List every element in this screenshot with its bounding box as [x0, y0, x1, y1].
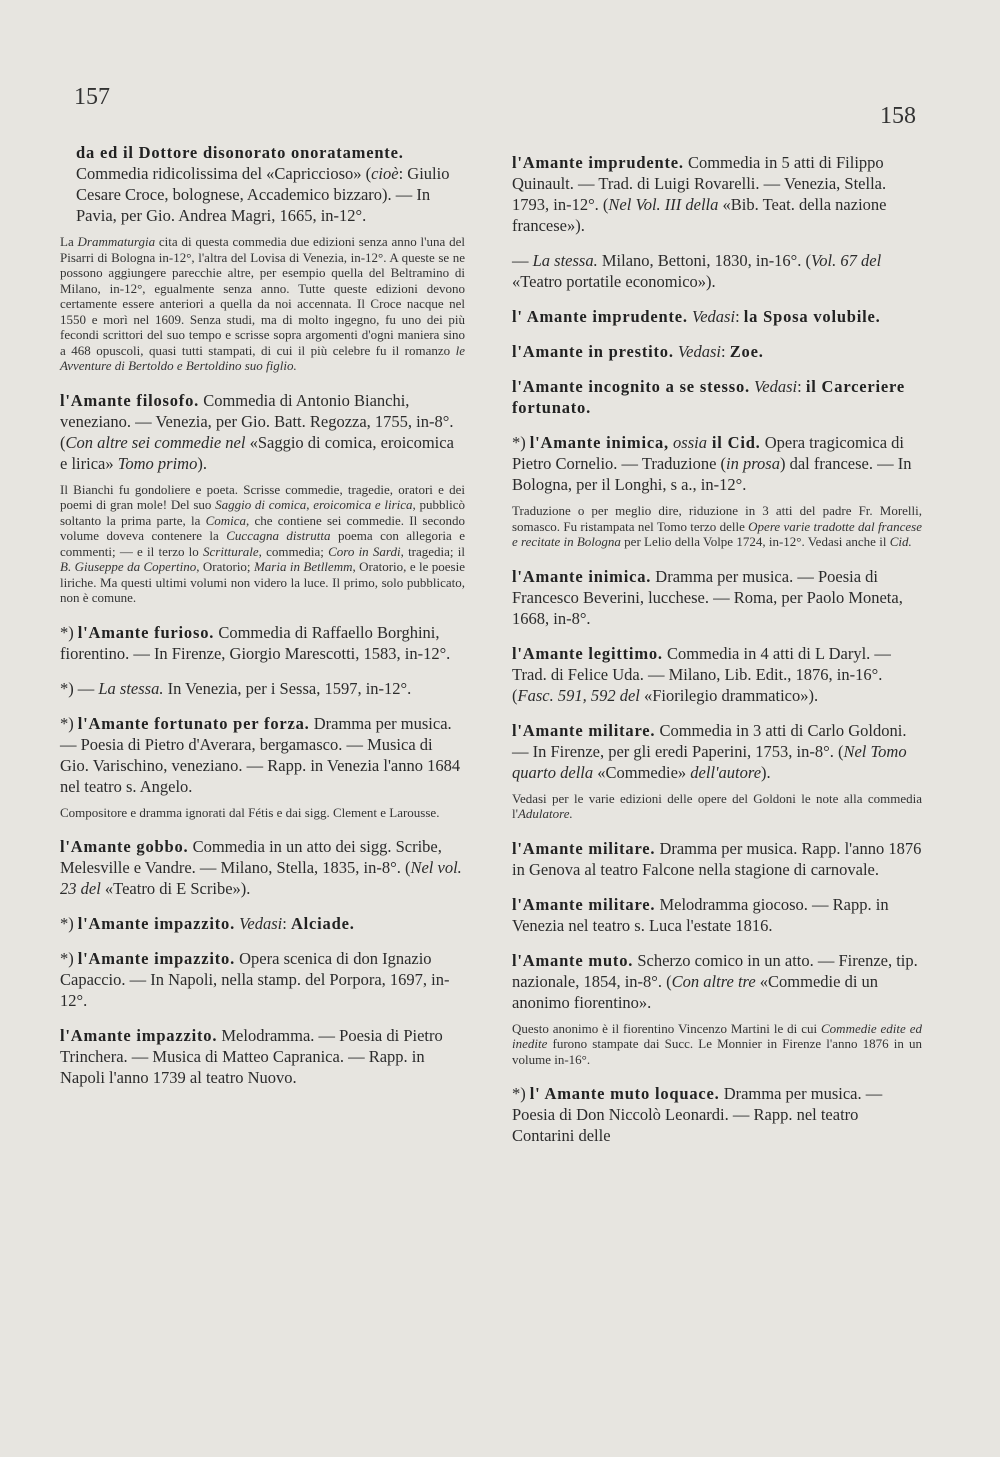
note-italic: Comica: [205, 512, 247, 528]
note-italic: Cid.: [889, 534, 912, 549]
note-italic: Commedie edite ed inedite: [512, 1020, 922, 1051]
entry-italic: La stessa.: [532, 251, 598, 270]
note-italic: Saggio di comica, eroicomica e lirica: [215, 497, 413, 512]
entry-italic: Tomo primo: [117, 453, 198, 473]
entry: [60, 1025, 465, 1088]
entry-italic: Vedasi: [687, 307, 736, 326]
entry-italic: Vol. 67 del: [811, 251, 882, 270]
note: [60, 805, 465, 821]
entry-headword: l'Amante gobbo.: [60, 837, 189, 856]
entry-text: Commedia in 5 atti di Filippo Quinault. — Trad. di Luigi Rovarelli. — Venezia, Stella. 1793, in-12°. (: [512, 153, 887, 214]
entry-text: ) dal francese. — In Bologna, per il Longhi, s a., in-12°.: [512, 454, 912, 494]
note-text: , che contiene sei commedie. Il secondo volume doveva contenere la: [60, 512, 466, 543]
asterisk-marker: *): [60, 914, 74, 933]
asterisk-marker: *): [60, 678, 74, 698]
entry-text: In Venezia, per i Sessa, 1597, in-12°.: [163, 678, 412, 698]
note: [60, 234, 465, 374]
note-text: Questo anonimo è il fiorentino Vincenzo Martini le di cui: [512, 1020, 822, 1036]
entry-headword: da ed il Dottore disonorato onoratamente.: [76, 143, 404, 162]
entry-text: : Giulio Cesare Croce, bolognese, Accademico bizzaro). — In Pavia, per Gio. Andrea Magri, 1665, in-12°.: [76, 164, 450, 225]
entry: [60, 390, 465, 474]
entry-text: Dramma per musica. Rapp. l'anno 1876 in Genova al teatro Falcone nella stagione di carnovale.: [512, 838, 922, 879]
entry-italic: in prosa: [726, 454, 780, 473]
entry-text: Commedia ridicolissima del «Capriccioso» (: [76, 164, 372, 183]
entry-italic: Vedasi: [749, 377, 798, 396]
entry-text: Commedia in un atto dei sigg. Scribe, Melesville e Vandre. — Milano, Stella, 1835, in-8°. (: [60, 837, 442, 877]
entry-headword: l' Amante muto loquace.: [529, 1084, 720, 1103]
entry: [60, 713, 465, 797]
note-italic: Cuccagna distrutta: [226, 528, 331, 543]
note-italic: Drammaturgia: [77, 234, 156, 249]
entry: [512, 894, 922, 936]
note: [60, 482, 465, 606]
entry-headword: l'Amante furioso.: [77, 622, 215, 642]
entry-text: «Commedie»: [593, 762, 691, 782]
entry-headword: l'Amante militare.: [512, 720, 656, 740]
entry: [60, 948, 465, 1011]
entry-italic: Nel Tomo quarto della: [512, 741, 907, 782]
entry: [60, 622, 465, 664]
entry-text: «Teatro di E Scribe»).: [100, 879, 251, 898]
entry-text: «Bib. Teat. della nazione francese»).: [512, 195, 887, 235]
entry-italic: cioè: [371, 164, 399, 183]
entry-text: Opera scenica di don Ignazio Capaccio. — In Napoli, nella stamp. del Porpora, 1697, in-12°.: [60, 949, 450, 1010]
entry-text: Milano, Bettoni, 1830, in-16°. (: [597, 251, 812, 270]
note-italic: Maria in Betllemm: [253, 559, 353, 574]
note: [512, 503, 922, 550]
entry-text: Dramma per musica. — Poesia di Pietro d'Averara, bergamasco. — Musica di Gio. Varischino, veneziano. — Rapp. in Venezia l'anno 1684 nel teatro s. Angelo.: [60, 713, 461, 796]
entry: [512, 376, 922, 418]
note-italic: Opere varie tradotte dal francese e recitate in Bologna: [512, 518, 922, 549]
entry-headword: l'Amante impazzito.: [77, 914, 236, 933]
entry-text: :: [282, 914, 291, 933]
entry-text: :: [735, 307, 744, 326]
entry-headword: l'Amante in prestito.: [512, 342, 674, 361]
entry: [512, 720, 922, 783]
entry-italic: Vedasi: [673, 342, 721, 361]
entry-headword: l'Amante militare.: [512, 838, 656, 858]
entry-text: Melodramma. — Poesia di Pietro Trinchera. — Musica di Matteo Capranica. — Rapp. in Napoli l'anno 1739 al teatro Nuovo.: [60, 1026, 443, 1087]
entry-headword: l'Amante filosofo.: [60, 390, 200, 410]
entry: [512, 838, 922, 880]
note-italic: le Avventure di Bertoldo e Bertoldino suo figlio.: [60, 342, 465, 373]
note-text: , Oratorio;: [196, 559, 254, 574]
cross-reference: Zoe.: [729, 342, 764, 361]
note-italic: Coro in Sardi: [328, 543, 401, 559]
entry-italic: Nel Vol. III della: [608, 195, 719, 214]
entry-text: ).: [197, 453, 207, 473]
entry-text: Opera tragicomica di Pietro Cornelio. — Traduzione (: [512, 433, 905, 473]
right-column: [512, 152, 922, 1160]
entry-text: Melodramma giocoso. — Rapp. in Venezia nel teatro s. Luca l'estate 1816.: [512, 894, 889, 935]
entry-italic: La stessa.: [98, 678, 164, 698]
page-number-left: 157: [74, 84, 110, 110]
entry-italic: Vedasi: [239, 914, 283, 933]
entry-italic: ossia: [668, 433, 707, 452]
asterisk-marker: *): [512, 1084, 526, 1103]
page-number-right: 158: [880, 103, 916, 129]
entry-headword: l'Amante incognito a se stesso.: [512, 377, 750, 396]
entry-headword: l'Amante militare.: [512, 894, 656, 914]
entry-text: «Teatro portatile economico»).: [512, 272, 716, 291]
entry-headword: l' Amante imprudente.: [512, 307, 688, 326]
entry-text: :: [797, 377, 806, 396]
entry: [60, 678, 465, 699]
note-text: , Oratorio, e le poesie liriche. Ma questi ultimi volumi non videro la luce. Il primo, solo pubblicato, non è comune.: [60, 559, 465, 605]
entry-text: Scherzo comico in un atto. — Firenze, tip. nazionale, 1854, in-8°. (: [512, 950, 918, 991]
note-text: , pubblicò soltanto la prima parte, la: [60, 497, 465, 528]
entry-headword: l'Amante inimica.: [512, 566, 652, 586]
entry-text: ).: [761, 762, 771, 782]
entry: [512, 341, 922, 362]
note-text: La: [60, 234, 78, 249]
entry-headword: il Cid.: [706, 433, 761, 452]
entry-text: Dramma per musica. — Poesia di Don Niccolò Leonardi. — Rapp. nel teatro Contarini delle: [512, 1084, 883, 1145]
note: [512, 1021, 922, 1068]
entry-text: Commedia di Antonio Bianchi, veneziano. — Venezia, per Gio. Batt. Regozza, 1755, in-8°. (: [60, 390, 454, 452]
entry: [512, 306, 922, 327]
entry: [60, 836, 465, 899]
entry: [512, 432, 922, 495]
note: [512, 791, 922, 822]
entry-headword: l'Amante inimica,: [529, 433, 669, 452]
entry-italic: Nel vol. 23 del: [60, 858, 462, 898]
entry-text: «Commedie di un anonimo fiorentino».: [512, 971, 879, 1012]
note-text: , commedia;: [258, 543, 329, 559]
entry-text: Commedia in 3 atti di Carlo Goldoni. — In Firenze, per gli eredi Paperini, 1753, in-8°. (: [512, 720, 907, 761]
entry-text: —: [512, 251, 533, 270]
entry-italic: Con altre sei commedie nel: [65, 432, 246, 452]
note-text: Traduzione o per meglio dire, riduzione in 3 atti del padre Fr. Morelli, somasco. Fu ristampata nel Tomo terzo delle: [512, 503, 922, 534]
entry-headword: l'Amante impazzito.: [60, 1026, 218, 1045]
cross-reference: Alciade.: [290, 914, 355, 933]
note-text: poema con allegoria e commenti; — e il terzo lo: [60, 528, 465, 559]
note-italic: Scritturale: [203, 543, 259, 559]
entry-headword: l'Amante muto.: [512, 950, 634, 970]
note-italic: B. Giuseppe da Copertino: [60, 559, 197, 574]
entry: [512, 250, 922, 292]
entry: [512, 566, 922, 629]
cross-reference: la Sposa volubile.: [743, 307, 881, 326]
entry-text: Commedia di Raffaello Borghini, fiorentino. — In Firenze, Giorgio Marescotti, 1583, in-12°.: [60, 622, 451, 663]
entry: [60, 913, 465, 934]
entry-text: Dramma per musica. — Poesia di Francesco Beverini, lucchese. — Roma, per Paolo Moneta, 1668, in-8°.: [512, 566, 903, 628]
entry-headword: l'Amante fortunato per forza.: [77, 713, 310, 733]
entry-headword: l'Amante impazzito.: [77, 949, 236, 968]
entry-text: Commedia in 4 atti di L Daryl. — Trad. di Felice Uda. — Milano, Lib. Edit., 1876, in-16°. (: [512, 643, 891, 705]
entry: [60, 142, 465, 226]
note-text: cita di questa commedia due edizioni senza anno l'una del Pisarri di Bologna in-12°, l'altra del Lovisa di Venezia, in-12°. A queste se ne possono aggiungere parecchie altre, per esempio quella del Beltramino di Milano, in-12°, egualmente senza anno. Tutte queste edizioni devono certamente essere anteriori a quella da noi accennata. Il Croce nacque nel 1550 e morì nel 1609. Senza studi, ma di molto ingegno, fu uno dei più fecondi scrittori del suo tempo e scrisse sopra argomenti d'ogni maniera sino a 468 opuscoli, quasi tutti stampati, di cui il più celebre fu il romanzo: [60, 234, 465, 358]
note-italic: Adulatore.: [517, 806, 573, 821]
entry-text: «Fiorilegio drammatico»).: [639, 685, 819, 705]
entry: [512, 643, 922, 706]
asterisk-marker: *): [60, 622, 74, 642]
entry-headword: l'Amante imprudente.: [512, 153, 684, 172]
note-text: Vedasi per le varie edizioni delle opere del Goldoni le note alla commedia l': [512, 790, 922, 821]
entry-headword: l'Amante legittimo.: [512, 643, 663, 663]
entry-text: —: [77, 678, 99, 698]
entry: [512, 1083, 922, 1146]
asterisk-marker: *): [60, 949, 74, 968]
asterisk-marker: *): [60, 713, 74, 733]
entry-italic: Con altre tre: [671, 971, 756, 991]
note-text: Compositore e dramma ignorati dal Fétis e dai sigg. Clement e Larousse.: [60, 804, 440, 820]
note-text: Il Bianchi fu gondoliere e poeta. Scrisse commedie, tragedie, oratori e dei poemi di gran mole! Del suo: [60, 481, 465, 512]
entry-text: «Saggio di comica, eroicomica e lirica»: [60, 432, 454, 473]
entry: [512, 950, 922, 1013]
entry-italic: dell'autore: [690, 762, 762, 782]
cross-reference: il Carceriere fortunato.: [512, 377, 905, 417]
entry: [512, 152, 922, 236]
note-text: , tragedia; il: [400, 543, 465, 559]
note-text: furono stampate dai Succ. Le Monnier in Firenze l'anno 1876 in un volume in-16°.: [512, 1036, 922, 1067]
asterisk-marker: *): [512, 433, 526, 452]
left-column: [60, 142, 465, 1102]
note-text: per Lelio della Volpe 1724, in-12°. Vedasi anche il: [620, 534, 890, 549]
entry-text: :: [721, 342, 730, 361]
entry-italic: Fasc. 591, 592 del: [517, 685, 640, 705]
